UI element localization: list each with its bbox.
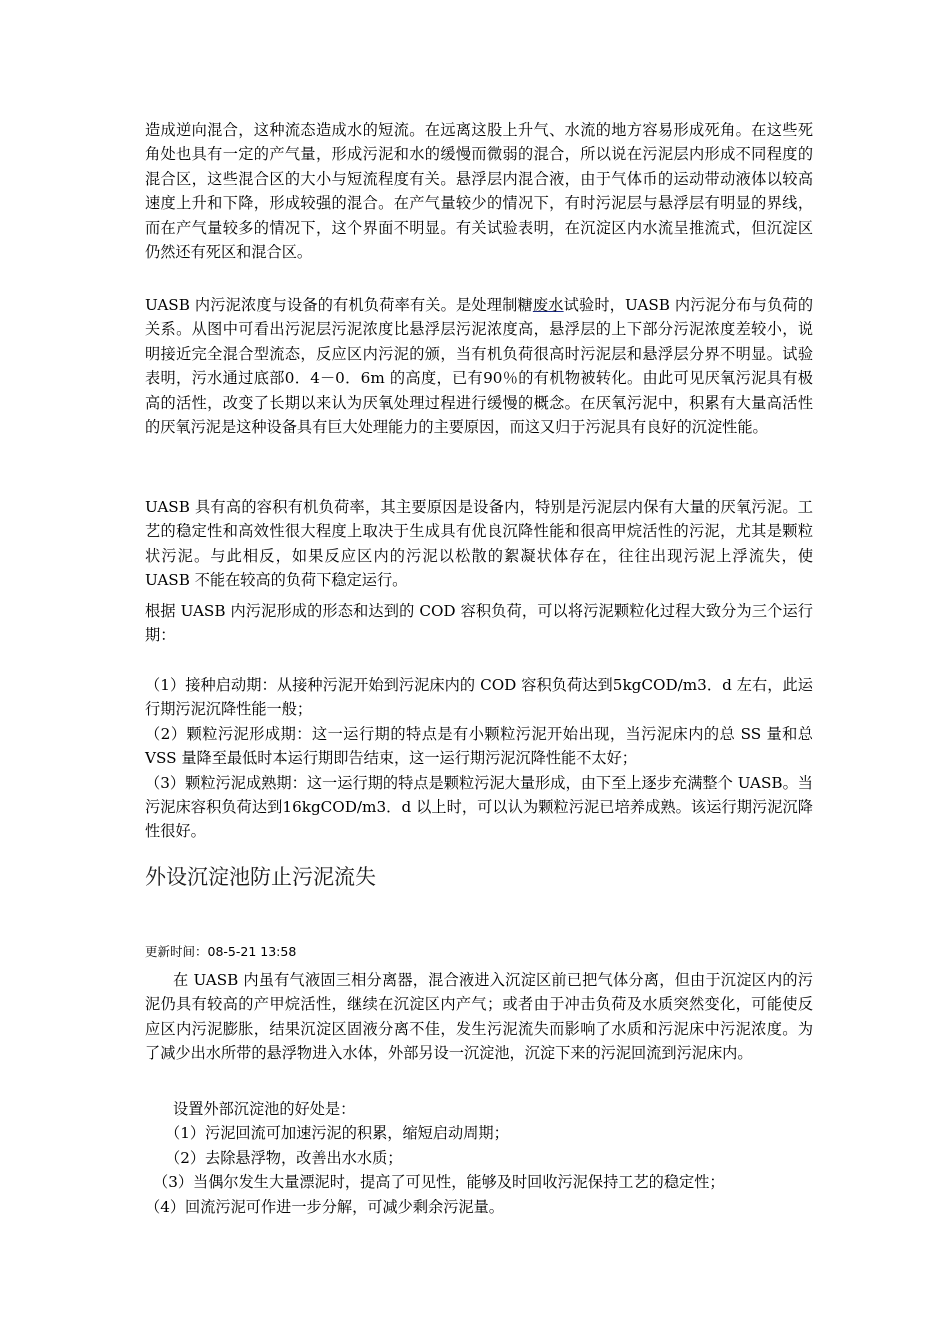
benefits-intro: 设置外部沉淀池的好处是： bbox=[173, 1100, 356, 1118]
paragraph-granulation-intro: 根据 UASB 内污泥形成的形态和达到的 COD 容积负荷，可以将污泥颗粒化过程大致分为三个运行期： bbox=[145, 602, 813, 645]
list-item: （2）去除悬浮物，改善出水水质； bbox=[165, 1148, 403, 1167]
paragraph-text-part: 试验时，UASB 内污泥分布与负荷的关系。从图中可看出污泥层污泥浓度比悬浮层污泥浓度高，悬浮层的上下部分污泥浓度差较小，说明接近完全混合型流态，反应区内污泥的颁，当有机负荷很高时污泥层和悬浮层分界不明显。试验表明，污水通过底部0．4－0．6m 的高度，已有90％的有机物被转化。由此可见厌氧污泥具有极高的活性，改变了长期以来认为厌氧处理过程进行缓慢的概念。在厌氧污泥中，积累有大量高活性的厌氧污泥是这种设备具有巨大处理能力的主要原因，而这又归于污泥具有良好的沉淀性能。 bbox=[145, 296, 814, 437]
benefits-list bbox=[145, 1097, 813, 1219]
list-item: （4）回流污泥可作进一步分解，可减少剩余污泥量。 bbox=[145, 1197, 504, 1216]
list-item: （3）颗粒污泥成熟期：这一运行期的特点是颗粒污泥大量形成，由下至上逐步充满整个 UASB。当污泥床容积负荷达到16kgCOD/m3．d 以上时，可以认为颗粒污泥已培养成熟。该运行期污泥沉降性很好。 bbox=[145, 773, 813, 841]
list-item: （1）污泥回流可加速污泥的积累，缩短启动周期； bbox=[165, 1124, 509, 1143]
paragraph-organic-load: UASB 具有高的容积有机负荷率，其主要原因是设备内，特别是污泥层内保有大量的厌氧污泥。工艺的稳定性和高效性很大程度上取决于生成具有优良沉降性能和很高甲烷活性的污泥，尤其是颗粒状污泥。与此相反，如果反应区内的污泥以松散的絮凝状体存在，往往出现污泥上浮流失，使 UASB 不能在较高的负荷下稳定运行。 bbox=[145, 498, 813, 590]
section-heading: 外设沉淀池防止污泥流失 bbox=[145, 865, 376, 889]
paragraph-sludge-concentration bbox=[145, 293, 813, 439]
granulation-stage-list bbox=[145, 673, 813, 844]
list-item: （1）接种启动期：从接种污泥开始到污泥床内的 COD 容积负荷达到5kgCOD/m3．d 左右，此运行期污泥沉降性能一般； bbox=[145, 676, 813, 719]
update-time: 更新时间：08-5-21 13:58 bbox=[145, 944, 297, 959]
paragraph-text-part: UASB 内污泥浓度与设备的有机负荷率有关。是处理制糖 bbox=[145, 296, 533, 314]
list-item: （3）当偶尔发生大量漂泥时，提高了可见性，能够及时回收污泥保持工艺的稳定性； bbox=[153, 1173, 725, 1192]
paragraph-flow-mixing: 造成逆向混合，这种流态造成水的短流。在远离这股上升气、水流的地方容易形成死角。在这些死角处也具有一定的产气量，形成污泥和水的缓慢而微弱的混合，所以说在污泥层内形成不同程度的混合区，这些混合区的大小与短流程度有关。悬浮层内混合液，由于气体币的运动带动液体以较高速度上升和下降，形成较强的混合。在产气量较少的情况下，有时污泥层与悬浮层有明显的界线，而在产气量较多的情况下，这个界面不明显。有关试验表明，在沉淀区内水流呈推流式，但沉淀区仍然还有死区和混合区。 bbox=[145, 121, 813, 262]
paragraph-external-settling: 在 UASB 内虽有气液固三相分离器，混合液进入沉淀区前已把气体分离，但由于沉淀区内的污泥仍具有较高的产甲烷活性，继续在沉淀区内产气；或者由于冲击负荷及水质突然变化，可能使反应区内污泥膨胀，结果沉淀区固液分离不佳，发生污泥流失而影响了水质和污泥床中污泥浓度。为了减少出水所带的悬浮物进入水体，外部另设一沉淀池，沉淀下来的污泥回流到污泥床内。 bbox=[145, 971, 813, 1063]
list-item: （2）颗粒污泥形成期：这一运行期的特点是有小颗粒污泥开始出现，当污泥床内的总 SS 量和总 VSS 量降至最低时本运行期即告结束，这一运行期污泥沉降性能不太好； bbox=[145, 724, 813, 768]
wastewater-link[interactable]: 废水 bbox=[532, 296, 564, 314]
